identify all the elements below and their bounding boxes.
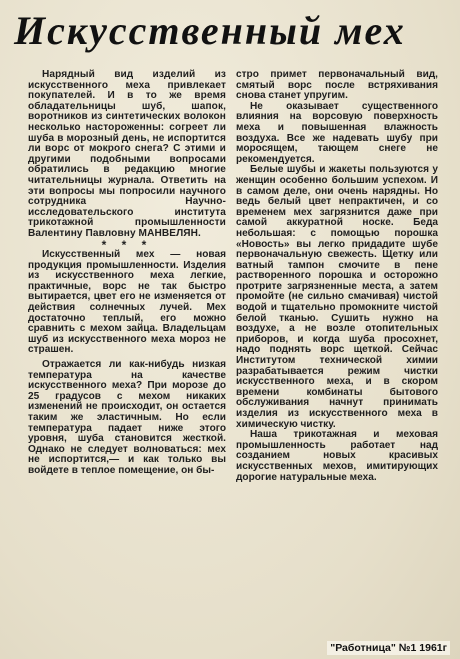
left-column <box>28 70 226 477</box>
section-separator: * * * <box>101 237 153 252</box>
body-paragraph: Наша трикотажная и меховая промышленность работает над созданием новых красивых искусственных мехов, имитирующих дорогие натуральные меха. <box>236 429 438 483</box>
body-paragraph: Отражается ли как-нибудь низкая температура на качестве искусственного меха? При морозе до 25 градусов с мехом никаких изменений не происходит, он остается таким же эластичным. Но если температура падает ниже этого уровня, шуба становится жесткой. Однако не следует волноваться: мех не испортится,— и как только вы войдете в теплое помещение, он бы- <box>28 359 226 476</box>
body-paragraph: стро примет первоначальный вид, смятый ворс после встряхивания снова станет упругим. <box>236 69 438 102</box>
body-paragraph: Искусственный мех — новая продукция промышленности. Изделия из искусственного меха легкие, практичные, ворс не так быстро вытирается, цвет его не изменяется от действия солнечных лучей. Мех достаточно теплый, его можно сравнить с мехом зайца. Владельцам шуб из искусственного меха мороз не страшен. <box>28 249 226 356</box>
body-paragraph: Белые шубы и жакеты пользуются у женщин особенно большим успехом. И в самом деле, они очень нарядны. Но ведь белый цвет непрактичен, и со временем мех загрязнится даже при самой аккуратной носке. Беда небольшая: с помощью порошка «Новость» вы легко придадите шубе первоначальную свежесть. Щетку или ватный тампон смочите в пене растворенного порошка и осторожно протрите загрязненные места, а затем промойте (не сильно смачивая) чистой водой и тщательно промокните чистой белой тканью. Сушить нужно на воздухе, а не возле отопительных приборов, и когда шуба просохнет, надо поднять ворс щеткой. Сейчас Институтом технической химии разрабатывается режим чистки искусственного меха, и в скором времени комбинаты бытового обслуживания начнут принимать изделия из искусственного меха в химическую чистку. <box>236 164 438 430</box>
article-title: Искусственный мех <box>14 8 406 53</box>
source-caption: "Работница" №1 1961г <box>327 641 450 655</box>
body-paragraph: Не оказывает существенного влияния на ворсовую поверхность меха и повышенная влажность воздуха. Все же надевать шубу при моросящем, тающем снеге не рекомендуется. <box>236 100 438 165</box>
intro-paragraph: Нарядный вид изделий из искусственного меха привлекает покупателей. И в то же время обладательницы шуб, шапок, воротников из синтетических волокон несколько настороженны: согреет ли шуба в морозный день, не испортится ли ворс от мокрого снега? С этими и другими подобными вопросами обратились в редакцию многие читательницы журнала. Ответить на эти вопросы мы попросили научного сотрудника Научно-исследовательского института трикотажной промышленности Валентину Павловну МАНВЕЛЯН. <box>28 69 226 239</box>
right-column <box>236 70 438 483</box>
